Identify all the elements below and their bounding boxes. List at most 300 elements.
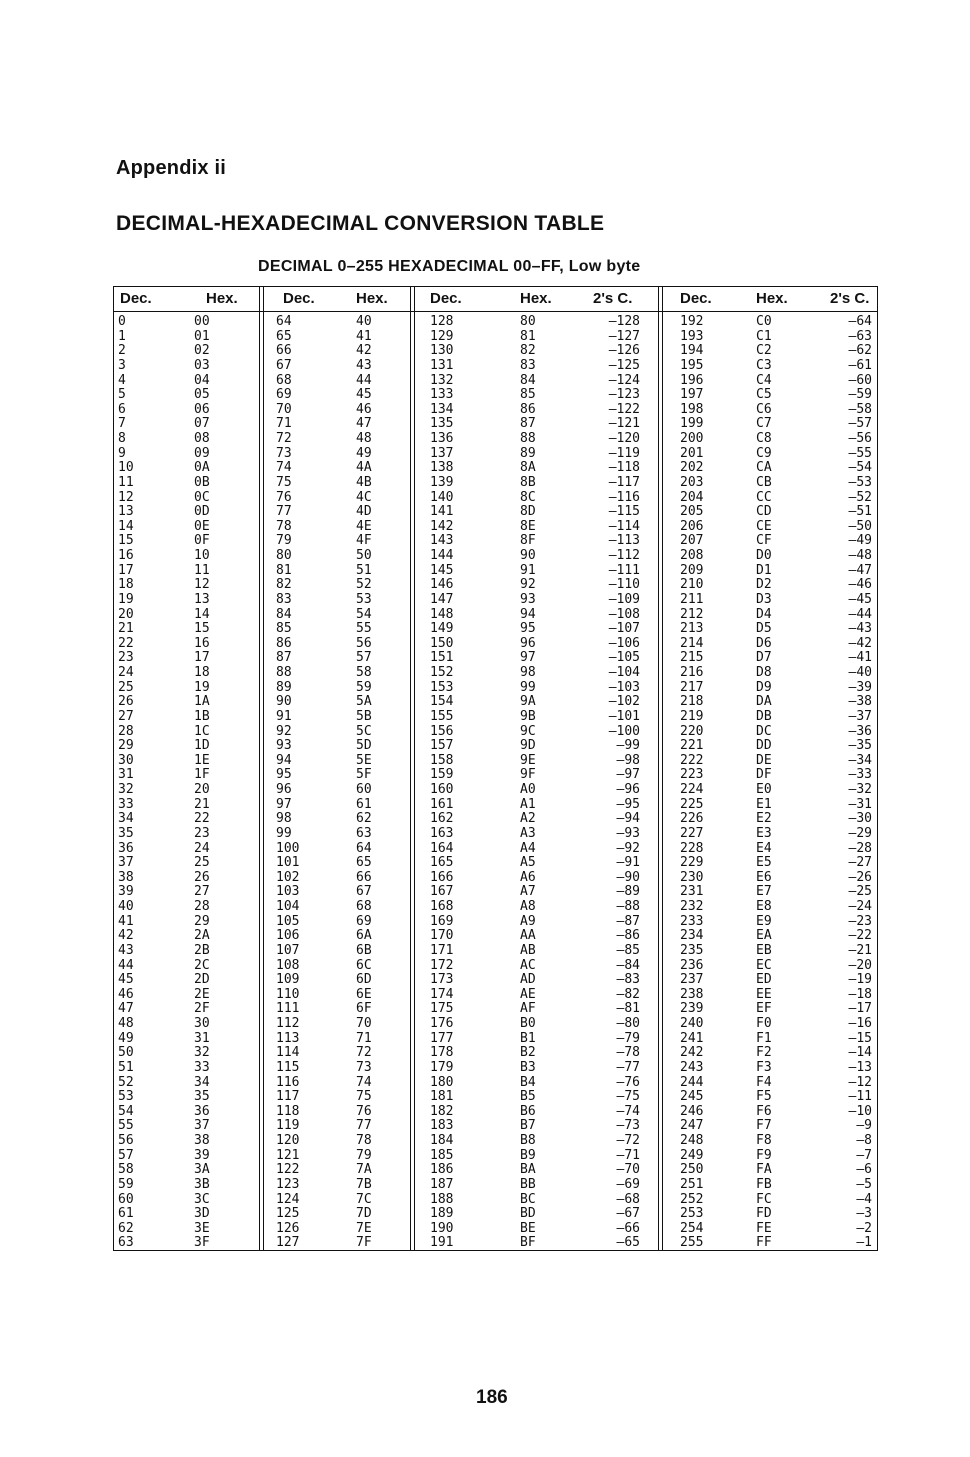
- table-cell: —109: [608, 591, 640, 607]
- table-cell: 78: [276, 518, 292, 534]
- table-cell: 58: [356, 665, 372, 680]
- table-cell: F7: [756, 1118, 772, 1134]
- table-cell: 2C: [194, 957, 210, 973]
- table-cell: —123: [608, 387, 640, 403]
- table-cell: 186: [430, 1162, 454, 1178]
- table-cell: 240: [680, 1016, 704, 1031]
- table-cell: —118: [608, 460, 640, 476]
- table-cell: F5: [756, 1089, 772, 1105]
- table-cell: D4: [756, 606, 772, 622]
- table-cell: 52: [356, 577, 372, 593]
- table-cell: —1: [856, 1235, 872, 1251]
- table-cell: 238: [680, 986, 704, 1002]
- table-cell: EA: [756, 928, 772, 944]
- table-cell: 37: [118, 855, 134, 871]
- table-cell: 49: [356, 445, 372, 461]
- table-cell: 95: [276, 767, 292, 783]
- table-cell: CA: [756, 460, 772, 476]
- table-cell: A9: [520, 913, 536, 929]
- table-cell: —79: [616, 1030, 640, 1046]
- table-cell: 221: [680, 738, 704, 754]
- table-cell: 205: [680, 504, 704, 520]
- table-cell: AE: [520, 986, 536, 1002]
- table-cell: 220: [680, 723, 704, 739]
- table-cell: 103: [276, 884, 300, 900]
- table-cell: 229: [680, 855, 704, 871]
- table-cell: 42: [356, 343, 372, 359]
- table-cell: —36: [848, 723, 872, 739]
- table-cell: F6: [756, 1103, 772, 1119]
- table-cell: 223: [680, 767, 704, 783]
- table-cell: CE: [756, 518, 772, 534]
- table-cell: 219: [680, 708, 704, 724]
- header-dec: Dec.: [430, 290, 462, 307]
- page-title: DECIMAL-HEXADECIMAL CONVERSION TABLE: [116, 212, 605, 235]
- table-cell: 218: [680, 694, 704, 710]
- table-cell: —28: [848, 840, 872, 856]
- table-cell: 25: [194, 855, 210, 871]
- table-cell: 156: [430, 723, 454, 739]
- table-cell: BE: [520, 1220, 536, 1236]
- table-cell: 135: [430, 416, 454, 432]
- table-cell: 253: [680, 1206, 704, 1222]
- table-cell: —17: [848, 1001, 872, 1017]
- table-cell: —127: [608, 328, 640, 344]
- table-cell: 243: [680, 1059, 704, 1075]
- table-cell: D3: [756, 591, 772, 607]
- table-cell: —103: [608, 679, 640, 695]
- table-cell: 53: [356, 591, 372, 607]
- table-cell: B2: [520, 1045, 536, 1061]
- table-cell: 74: [276, 460, 292, 476]
- table-cell: —112: [608, 548, 640, 563]
- table-cell: EB: [756, 942, 772, 958]
- table-cell: 198: [680, 401, 704, 417]
- table-cell: 14: [118, 518, 134, 534]
- table-cell: 55: [356, 621, 372, 637]
- table-cell: A6: [520, 869, 536, 885]
- table-cell: —21: [848, 942, 872, 958]
- table-cell: 113: [276, 1030, 300, 1046]
- table-cell: B4: [520, 1074, 536, 1090]
- table-cell: 153: [430, 679, 454, 695]
- table-cell: —41: [848, 650, 872, 666]
- table-cell: 1A: [194, 694, 210, 710]
- table-cell: 99: [520, 679, 536, 695]
- table-cell: DA: [756, 694, 772, 710]
- table-cell: 77: [276, 504, 292, 520]
- table-cell: 131: [430, 357, 454, 373]
- table-cell: 76: [276, 489, 292, 505]
- table-cell: 66: [276, 343, 292, 359]
- table-cell: 171: [430, 942, 454, 958]
- table-cell: 251: [680, 1176, 704, 1192]
- table-cell: —26: [848, 869, 872, 885]
- table-cell: 199: [680, 416, 704, 432]
- table-cell: 168: [430, 899, 454, 914]
- table-cell: 80: [520, 314, 536, 329]
- dec-column: [680, 315, 720, 1251]
- table-cell: 89: [276, 679, 292, 695]
- table-cell: 94: [520, 606, 536, 622]
- table-cell: 9B: [520, 708, 536, 724]
- table-cell: 77: [356, 1118, 372, 1134]
- twos-column: [822, 315, 872, 1251]
- table-cell: 202: [680, 460, 704, 476]
- table-cell: 158: [430, 752, 454, 768]
- table-cell: B3: [520, 1059, 536, 1075]
- table-cell: DD: [756, 738, 772, 754]
- table-cell: 82: [520, 343, 536, 359]
- table-subtitle: DECIMAL 0–255 HEXADECIMAL 00–FF, Low byte: [258, 258, 641, 275]
- table-cell: —52: [848, 489, 872, 505]
- table-cell: 3B: [194, 1176, 210, 1192]
- table-cell: 152: [430, 665, 454, 680]
- table-cell: 25: [118, 679, 134, 695]
- table-cell: —7: [856, 1147, 872, 1163]
- table-cell: —88: [616, 899, 640, 914]
- table-cell: 160: [430, 782, 454, 797]
- table-cell: 235: [680, 942, 704, 958]
- table-cell: E9: [756, 913, 772, 929]
- table-cell: 66: [356, 869, 372, 885]
- table-cell: 250: [680, 1162, 704, 1178]
- table-cell: 6A: [356, 928, 372, 944]
- table-cell: D1: [756, 562, 772, 578]
- table-cell: —23: [848, 913, 872, 929]
- table-cell: 16: [194, 635, 210, 651]
- table-cell: 31: [118, 767, 134, 783]
- table-cell: E6: [756, 869, 772, 885]
- table-cell: 42: [118, 928, 134, 944]
- table-cell: 145: [430, 562, 454, 578]
- table-cell: E2: [756, 811, 772, 827]
- table-cell: —16: [848, 1016, 872, 1031]
- table-cell: 224: [680, 782, 704, 797]
- table-cell: 84: [276, 606, 292, 622]
- table-cell: —60: [848, 372, 872, 388]
- table-cell: —58: [848, 401, 872, 417]
- table-cell: 24: [118, 665, 134, 680]
- table-cell: 7A: [356, 1162, 372, 1178]
- table-cell: 5B: [356, 708, 372, 724]
- table-cell: —37: [848, 708, 872, 724]
- table-cell: C7: [756, 416, 772, 432]
- table-cell: 63: [118, 1235, 134, 1251]
- table-cell: 27: [194, 884, 210, 900]
- table-cell: 83: [520, 357, 536, 373]
- table-cell: 215: [680, 650, 704, 666]
- table-cell: AD: [520, 972, 536, 988]
- table-cell: 4C: [356, 489, 372, 505]
- table-cell: B6: [520, 1103, 536, 1119]
- table-cell: —22: [848, 928, 872, 944]
- table-cell: EE: [756, 986, 772, 1002]
- table-cell: 3F: [194, 1235, 210, 1251]
- table-cell: 96: [520, 635, 536, 651]
- table-cell: —30: [848, 811, 872, 827]
- table-cell: E0: [756, 782, 772, 797]
- table-cell: 8E: [520, 518, 536, 534]
- table-cell: 128: [430, 314, 454, 329]
- table-cell: —56: [848, 431, 872, 446]
- table-cell: —45: [848, 591, 872, 607]
- table-cell: 26: [118, 694, 134, 710]
- table-cell: 3D: [194, 1206, 210, 1222]
- block-divider: [410, 287, 415, 1250]
- table-cell: —105: [608, 650, 640, 666]
- table-cell: 185: [430, 1147, 454, 1163]
- table-cell: —113: [608, 533, 640, 549]
- table-cell: 176: [430, 1016, 454, 1031]
- table-cell: D5: [756, 621, 772, 637]
- table-cell: 230: [680, 869, 704, 885]
- table-cell: 38: [118, 869, 134, 885]
- table-cell: 50: [356, 548, 372, 563]
- table-cell: 41: [356, 328, 372, 344]
- table-cell: 249: [680, 1147, 704, 1163]
- hex-column: [356, 315, 396, 1251]
- table-cell: —8: [856, 1133, 872, 1148]
- table-cell: BB: [520, 1176, 536, 1192]
- table-cell: —35: [848, 738, 872, 754]
- table-cell: 195: [680, 357, 704, 373]
- table-cell: 32: [194, 1045, 210, 1061]
- table-cell: 26: [194, 869, 210, 885]
- table-cell: —66: [616, 1220, 640, 1236]
- table-cell: 3: [118, 357, 126, 373]
- table-cell: 15: [194, 621, 210, 637]
- table-cell: 36: [194, 1103, 210, 1119]
- table-cell: —54: [848, 460, 872, 476]
- table-cell: 48: [118, 1016, 134, 1031]
- table-cell: —94: [616, 811, 640, 827]
- table-cell: 48: [356, 431, 372, 446]
- table-cell: 177: [430, 1030, 454, 1046]
- table-cell: 252: [680, 1191, 704, 1207]
- table-cell: 147: [430, 591, 454, 607]
- table-cell: DC: [756, 723, 772, 739]
- table-cell: 45: [356, 387, 372, 403]
- table-cell: 11: [118, 474, 134, 490]
- table-cell: 119: [276, 1118, 300, 1134]
- table-cell: 79: [356, 1147, 372, 1163]
- table-cell: 75: [276, 474, 292, 490]
- table-cell: 67: [356, 884, 372, 900]
- table-cell: 99: [276, 825, 292, 841]
- table-cell: 6: [118, 401, 126, 417]
- table-cell: 179: [430, 1059, 454, 1075]
- table-cell: C8: [756, 431, 772, 446]
- table-cell: 210: [680, 577, 704, 593]
- header-twos: 2's C.: [830, 290, 870, 307]
- table-cell: —85: [616, 942, 640, 958]
- table-cell: 31: [194, 1030, 210, 1046]
- table-cell: —121: [608, 416, 640, 432]
- table-cell: 8A: [520, 460, 536, 476]
- table-cell: FA: [756, 1162, 772, 1178]
- table-cell: —99: [616, 738, 640, 754]
- table-cell: —44: [848, 606, 872, 622]
- table-cell: —40: [848, 665, 872, 680]
- table-cell: 1: [118, 328, 126, 344]
- header-twos: 2's C.: [593, 290, 633, 307]
- table-cell: 17: [118, 562, 134, 578]
- table-cell: 1C: [194, 723, 210, 739]
- table-cell: 191: [430, 1235, 454, 1251]
- table-cell: CC: [756, 489, 772, 505]
- table-cell: —18: [848, 986, 872, 1002]
- table-cell: 117: [276, 1089, 300, 1105]
- table-cell: F9: [756, 1147, 772, 1163]
- table-cell: —20: [848, 957, 872, 973]
- table-cell: 44: [118, 957, 134, 973]
- table-cell: —6: [856, 1162, 872, 1178]
- table-cell: 52: [118, 1074, 134, 1090]
- table-cell: 189: [430, 1206, 454, 1222]
- table-cell: 58: [118, 1162, 134, 1178]
- table-cell: 51: [356, 562, 372, 578]
- table-cell: —110: [608, 577, 640, 593]
- table-cell: 6D: [356, 972, 372, 988]
- page-number: 186: [476, 1387, 508, 1408]
- table-cell: 2D: [194, 972, 210, 988]
- header-dec: Dec.: [120, 290, 152, 307]
- table-cell: 21: [118, 621, 134, 637]
- table-cell: 4E: [356, 518, 372, 534]
- table-cell: 65: [276, 328, 292, 344]
- table-cell: 167: [430, 884, 454, 900]
- table-cell: 91: [520, 562, 536, 578]
- table-cell: —25: [848, 884, 872, 900]
- table-cell: 121: [276, 1147, 300, 1163]
- table-cell: —122: [608, 401, 640, 417]
- twos-column: [584, 315, 640, 1251]
- table-cell: 192: [680, 314, 704, 329]
- table-cell: C4: [756, 372, 772, 388]
- table-cell: 207: [680, 533, 704, 549]
- table-cell: AB: [520, 942, 536, 958]
- table-cell: 04: [194, 372, 210, 388]
- table-cell: A7: [520, 884, 536, 900]
- table-cell: 84: [520, 372, 536, 388]
- table-cell: C6: [756, 401, 772, 417]
- table-cell: 63: [356, 825, 372, 841]
- table-cell: B8: [520, 1133, 536, 1148]
- table-cell: 33: [194, 1059, 210, 1075]
- table-cell: 4B: [356, 474, 372, 490]
- table-cell: 12: [194, 577, 210, 593]
- table-cell: 14: [194, 606, 210, 622]
- table-cell: 54: [356, 606, 372, 622]
- table-cell: 92: [520, 577, 536, 593]
- table-cell: 226: [680, 811, 704, 827]
- table-cell: 78: [356, 1133, 372, 1148]
- table-cell: 44: [356, 372, 372, 388]
- table-cell: —10: [848, 1103, 872, 1119]
- table-cell: 7F: [356, 1235, 372, 1251]
- table-cell: —89: [616, 884, 640, 900]
- table-cell: —107: [608, 621, 640, 637]
- table-cell: 178: [430, 1045, 454, 1061]
- table-cell: 29: [118, 738, 134, 754]
- table-cell: 201: [680, 445, 704, 461]
- table-cell: 125: [276, 1206, 300, 1222]
- table-cell: 13: [118, 504, 134, 520]
- table-cell: 22: [194, 811, 210, 827]
- table-cell: 10: [194, 548, 210, 563]
- table-cell: A8: [520, 899, 536, 914]
- table-cell: D7: [756, 650, 772, 666]
- table-cell: —77: [616, 1059, 640, 1075]
- appendix-label: Appendix ii: [116, 157, 226, 179]
- table-cell: 181: [430, 1089, 454, 1105]
- table-cell: 155: [430, 708, 454, 724]
- table-cell: 133: [430, 387, 454, 403]
- table-cell: 127: [276, 1235, 300, 1251]
- table-cell: 164: [430, 840, 454, 856]
- table-cell: —108: [608, 606, 640, 622]
- table-cell: A0: [520, 782, 536, 797]
- table-cell: 212: [680, 606, 704, 622]
- table-cell: DE: [756, 752, 772, 768]
- table-cell: 6F: [356, 1001, 372, 1017]
- table-cell: C0: [756, 314, 772, 329]
- table-cell: 0F: [194, 533, 210, 549]
- table-cell: 182: [430, 1103, 454, 1119]
- table-cell: 7D: [356, 1206, 372, 1222]
- table-cell: 246: [680, 1103, 704, 1119]
- table-cell: 34: [118, 811, 134, 827]
- table-cell: 22: [118, 635, 134, 651]
- table-cell: 3A: [194, 1162, 210, 1178]
- table-cell: —91: [616, 855, 640, 871]
- table-cell: 142: [430, 518, 454, 534]
- table-cell: 20: [194, 782, 210, 797]
- table-cell: 07: [194, 416, 210, 432]
- table-cell: 225: [680, 796, 704, 812]
- table-cell: 254: [680, 1220, 704, 1236]
- table-cell: F8: [756, 1133, 772, 1148]
- table-cell: —120: [608, 431, 640, 446]
- table-cell: 64: [356, 840, 372, 856]
- table-cell: BC: [520, 1191, 536, 1207]
- table-cell: 112: [276, 1016, 300, 1031]
- table-cell: 183: [430, 1118, 454, 1134]
- table-cell: 39: [118, 884, 134, 900]
- table-cell: 40: [356, 314, 372, 329]
- table-cell: 120: [276, 1133, 300, 1148]
- table-cell: E1: [756, 796, 772, 812]
- table-cell: —116: [608, 489, 640, 505]
- table-cell: 76: [356, 1103, 372, 1119]
- table-cell: B7: [520, 1118, 536, 1134]
- table-cell: C3: [756, 357, 772, 373]
- table-cell: 85: [276, 621, 292, 637]
- table-cell: F0: [756, 1016, 772, 1031]
- table-cell: —2: [856, 1220, 872, 1236]
- table-cell: 106: [276, 928, 300, 944]
- table-cell: —78: [616, 1045, 640, 1061]
- table-cell: 30: [118, 752, 134, 768]
- table-cell: 129: [430, 328, 454, 344]
- table-cell: 43: [118, 942, 134, 958]
- table-cell: 162: [430, 811, 454, 827]
- table-cell: 197: [680, 387, 704, 403]
- table-cell: 203: [680, 474, 704, 490]
- table-cell: —47: [848, 562, 872, 578]
- table-cell: 73: [276, 445, 292, 461]
